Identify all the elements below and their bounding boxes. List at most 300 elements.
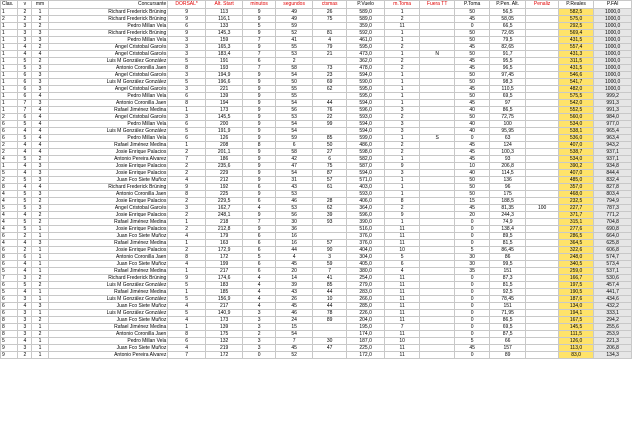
table-cell[interactable]: 1: [1, 72, 18, 79]
table-cell[interactable]: 16: [275, 240, 313, 247]
column-header[interactable]: P.Vuelo: [346, 1, 385, 9]
table-cell[interactable]: [526, 254, 558, 261]
table-cell[interactable]: Antonio Coronilla Jaen: [48, 331, 168, 338]
table-cell[interactable]: 45: [455, 149, 489, 156]
table-cell[interactable]: 431,5: [558, 65, 594, 72]
table-cell[interactable]: 4: [18, 303, 32, 310]
table-cell[interactable]: 255,6: [594, 324, 632, 331]
table-cell[interactable]: 5: [455, 247, 489, 254]
table-cell[interactable]: 2: [385, 44, 419, 51]
table-cell[interactable]: 594,0: [346, 72, 385, 79]
table-cell[interactable]: [526, 114, 558, 121]
table-cell[interactable]: 486,0: [346, 142, 385, 149]
table-cell[interactable]: 6: [1, 303, 18, 310]
table-cell[interactable]: 9: [243, 128, 275, 135]
table-cell[interactable]: 11: [385, 296, 419, 303]
table-cell[interactable]: Rafael Jiménez Medina: [48, 107, 168, 114]
table-cell[interactable]: [419, 23, 455, 30]
table-cell[interactable]: [313, 23, 346, 30]
table-cell[interactable]: 6: [18, 114, 32, 121]
table-cell[interactable]: 1000,0: [594, 72, 632, 79]
table-cell[interactable]: 4: [18, 289, 32, 296]
table-cell[interactable]: 5: [18, 205, 32, 212]
table-cell[interactable]: 4: [168, 261, 206, 268]
table-cell[interactable]: 530,6: [594, 275, 632, 282]
table-cell[interactable]: 977,0: [594, 121, 632, 128]
table-cell[interactable]: 407,0: [558, 142, 594, 149]
table-cell[interactable]: 1: [385, 72, 419, 79]
table-cell[interactable]: 0: [455, 324, 489, 331]
table-cell[interactable]: 3: [18, 296, 32, 303]
table-cell[interactable]: 690,8: [594, 226, 632, 233]
table-cell[interactable]: 6: [168, 121, 206, 128]
table-cell[interactable]: [526, 107, 558, 114]
table-cell[interactable]: 1000,0: [594, 65, 632, 72]
table-cell[interactable]: [419, 212, 455, 219]
table-cell[interactable]: 593,0: [346, 191, 385, 198]
table-cell[interactable]: 248,0: [558, 254, 594, 261]
table-cell[interactable]: 9: [243, 44, 275, 51]
table-cell[interactable]: 1: [385, 191, 419, 198]
table-cell[interactable]: [419, 247, 455, 254]
table-cell[interactable]: 575,5: [558, 93, 594, 100]
table-cell[interactable]: 9: [243, 149, 275, 156]
table-cell[interactable]: 62: [313, 86, 346, 93]
table-cell[interactable]: 3: [32, 65, 48, 72]
table-cell[interactable]: 95,95: [489, 128, 526, 135]
table-cell[interactable]: [313, 226, 346, 233]
table-cell[interactable]: 8: [1, 331, 18, 338]
table-cell[interactable]: 1: [32, 345, 48, 352]
table-cell[interactable]: [526, 37, 558, 44]
table-cell[interactable]: 7: [18, 107, 32, 114]
table-cell[interactable]: 193: [205, 65, 243, 72]
table-cell[interactable]: 9: [243, 177, 275, 184]
table-cell[interactable]: 91,7: [489, 51, 526, 58]
table-cell[interactable]: 3: [385, 107, 419, 114]
table-cell[interactable]: 482,0: [558, 86, 594, 93]
table-cell[interactable]: 625,8: [594, 240, 632, 247]
table-cell[interactable]: 8: [168, 191, 206, 198]
table-cell[interactable]: 8: [1, 317, 18, 324]
table-cell[interactable]: 1: [32, 233, 48, 240]
table-cell[interactable]: 39: [275, 282, 313, 289]
table-cell[interactable]: 832,4: [594, 177, 632, 184]
table-cell[interactable]: 41: [313, 275, 346, 282]
table-cell[interactable]: Antonio Pereira Alvarez: [48, 352, 168, 359]
table-cell[interactable]: Luis M González González: [48, 296, 168, 303]
table-cell[interactable]: 2: [168, 212, 206, 219]
table-cell[interactable]: 6: [1, 296, 18, 303]
table-cell[interactable]: [526, 65, 558, 72]
table-cell[interactable]: 206,8: [594, 345, 632, 352]
table-cell[interactable]: [419, 275, 455, 282]
table-cell[interactable]: [313, 233, 346, 240]
table-cell[interactable]: 6: [243, 198, 275, 205]
table-cell[interactable]: 1000,0: [594, 79, 632, 86]
table-cell[interactable]: 6: [243, 184, 275, 191]
table-cell[interactable]: 172,0: [346, 352, 385, 359]
column-header[interactable]: segundos: [275, 1, 313, 9]
table-cell[interactable]: 183: [205, 282, 243, 289]
table-cell[interactable]: 2: [18, 233, 32, 240]
table-cell[interactable]: 1: [385, 135, 419, 142]
table-cell[interactable]: 596,0: [346, 107, 385, 114]
table-cell[interactable]: 9: [243, 30, 275, 37]
table-cell[interactable]: 179: [205, 233, 243, 240]
table-cell[interactable]: 0: [455, 331, 489, 338]
table-cell[interactable]: 151: [489, 303, 526, 310]
table-cell[interactable]: 81,5: [489, 282, 526, 289]
table-cell[interactable]: 277,6: [558, 226, 594, 233]
table-cell[interactable]: 1000,0: [594, 9, 632, 16]
table-cell[interactable]: 53: [275, 205, 313, 212]
table-cell[interactable]: 4: [385, 268, 419, 275]
table-cell[interactable]: [526, 198, 558, 205]
table-cell[interactable]: 159: [205, 37, 243, 44]
table-cell[interactable]: 3: [313, 254, 346, 261]
table-cell[interactable]: 5: [18, 282, 32, 289]
table-cell[interactable]: 3: [32, 205, 48, 212]
table-cell[interactable]: 4: [32, 114, 48, 121]
table-cell[interactable]: 191: [205, 58, 243, 65]
table-cell[interactable]: 5: [455, 338, 489, 345]
table-cell[interactable]: [419, 296, 455, 303]
table-cell[interactable]: 434,6: [594, 296, 632, 303]
table-cell[interactable]: 0: [455, 23, 489, 30]
table-cell[interactable]: 2: [32, 317, 48, 324]
table-cell[interactable]: 194,1: [558, 310, 594, 317]
table-cell[interactable]: 3: [243, 345, 275, 352]
table-cell[interactable]: 2: [18, 16, 32, 23]
table-cell[interactable]: 4: [168, 345, 206, 352]
table-cell[interactable]: 113,0: [558, 345, 594, 352]
table-cell[interactable]: 167,5: [558, 317, 594, 324]
table-cell[interactable]: 364,0: [346, 205, 385, 212]
table-cell[interactable]: 191,9: [205, 128, 243, 135]
table-cell[interactable]: Rafael Jiménez Medina: [48, 240, 168, 247]
table-cell[interactable]: 575,0: [558, 16, 594, 23]
table-cell[interactable]: 1: [1, 23, 18, 30]
table-cell[interactable]: [419, 254, 455, 261]
table-cell[interactable]: 3: [32, 37, 48, 44]
table-cell[interactable]: 2: [1, 16, 18, 23]
table-cell[interactable]: 165,3: [205, 44, 243, 51]
table-cell[interactable]: 183,4: [205, 51, 243, 58]
table-cell[interactable]: 50: [455, 9, 489, 16]
table-cell[interactable]: 40: [455, 107, 489, 114]
table-cell[interactable]: 42: [275, 156, 313, 163]
table-cell[interactable]: 62: [313, 205, 346, 212]
table-cell[interactable]: 114,5: [489, 170, 526, 177]
table-cell[interactable]: [419, 58, 455, 65]
table-cell[interactable]: 574,7: [594, 254, 632, 261]
table-cell[interactable]: 390,0: [346, 219, 385, 226]
table-cell[interactable]: 7: [168, 352, 206, 359]
table-cell[interactable]: 1: [1, 93, 18, 100]
column-header[interactable]: DORSAL*: [168, 1, 206, 9]
table-cell[interactable]: 248,1: [205, 212, 243, 219]
table-cell[interactable]: [526, 233, 558, 240]
table-cell[interactable]: 6: [1, 121, 18, 128]
table-cell[interactable]: 90: [313, 247, 346, 254]
table-cell[interactable]: 1: [32, 254, 48, 261]
table-cell[interactable]: 3: [32, 30, 48, 37]
table-cell[interactable]: 8: [168, 331, 206, 338]
table-cell[interactable]: 8: [168, 254, 206, 261]
table-cell[interactable]: 8: [385, 198, 419, 205]
table-cell[interactable]: 3: [243, 338, 275, 345]
table-cell[interactable]: 73: [313, 65, 346, 72]
table-cell[interactable]: 63: [489, 135, 526, 142]
table-cell[interactable]: 552,5: [558, 107, 594, 114]
table-cell[interactable]: 5: [18, 156, 32, 163]
table-cell[interactable]: 212,8: [205, 226, 243, 233]
table-cell[interactable]: 54: [275, 331, 313, 338]
table-cell[interactable]: [419, 198, 455, 205]
table-cell[interactable]: [419, 331, 455, 338]
table-cell[interactable]: 6: [18, 79, 32, 86]
table-cell[interactable]: 963,4: [594, 135, 632, 142]
table-cell[interactable]: 173: [205, 317, 243, 324]
table-cell[interactable]: 78,45: [489, 296, 526, 303]
table-cell[interactable]: [419, 317, 455, 324]
table-cell[interactable]: 362,0: [346, 58, 385, 65]
table-cell[interactable]: 0: [455, 317, 489, 324]
table-cell[interactable]: 0: [455, 289, 489, 296]
table-cell[interactable]: 6: [1, 282, 18, 289]
table-cell[interactable]: 6: [1, 247, 18, 254]
table-cell[interactable]: 6: [243, 233, 275, 240]
table-cell[interactable]: 7: [243, 51, 275, 58]
table-cell[interactable]: [419, 121, 455, 128]
table-cell[interactable]: [526, 226, 558, 233]
table-cell[interactable]: Josie Enrique Palacios: [48, 163, 168, 170]
table-cell[interactable]: 3: [18, 275, 32, 282]
table-cell[interactable]: [526, 317, 558, 324]
table-cell[interactable]: 827,8: [594, 184, 632, 191]
table-cell[interactable]: 516,0: [346, 226, 385, 233]
table-cell[interactable]: 72,75: [489, 114, 526, 121]
table-cell[interactable]: [526, 289, 558, 296]
table-cell[interactable]: 86,45: [489, 247, 526, 254]
table-cell[interactable]: 2: [385, 142, 419, 149]
table-cell[interactable]: 71,95: [489, 310, 526, 317]
table-cell[interactable]: 3: [32, 86, 48, 93]
table-cell[interactable]: 200: [205, 121, 243, 128]
table-cell[interactable]: [419, 142, 455, 149]
table-cell[interactable]: 44: [313, 303, 346, 310]
table-cell[interactable]: 934,8: [594, 163, 632, 170]
table-cell[interactable]: 96: [489, 184, 526, 191]
table-cell[interactable]: 175: [489, 191, 526, 198]
table-cell[interactable]: 3: [18, 30, 32, 37]
table-cell[interactable]: 100,3: [489, 149, 526, 156]
table-cell[interactable]: Angel Cristobal Garcés: [48, 72, 168, 79]
table-cell[interactable]: Luis M González González: [48, 58, 168, 65]
table-cell[interactable]: 52: [275, 352, 313, 359]
table-cell[interactable]: 1: [385, 9, 419, 16]
table-cell[interactable]: 407,0: [558, 170, 594, 177]
table-cell[interactable]: 139: [205, 93, 243, 100]
table-cell[interactable]: 44: [313, 100, 346, 107]
table-cell[interactable]: 9: [243, 86, 275, 93]
table-cell[interactable]: 8: [1, 324, 18, 331]
table-cell[interactable]: 403,0: [346, 184, 385, 191]
column-header[interactable]: P.Pen. Alt.: [489, 1, 526, 9]
table-cell[interactable]: 20: [275, 268, 313, 275]
table-cell[interactable]: 11: [385, 310, 419, 317]
table-cell[interactable]: 4: [243, 205, 275, 212]
table-cell[interactable]: Josie Enrique Palacios: [48, 149, 168, 156]
table-cell[interactable]: [526, 51, 558, 58]
table-cell[interactable]: [526, 23, 558, 30]
table-cell[interactable]: 4: [313, 37, 346, 44]
table-cell[interactable]: 5: [1, 289, 18, 296]
table-cell[interactable]: 594,0: [346, 170, 385, 177]
table-cell[interactable]: 5: [18, 226, 32, 233]
table-cell[interactable]: 9: [243, 72, 275, 79]
table-cell[interactable]: 1: [168, 289, 206, 296]
table-cell[interactable]: 54: [275, 100, 313, 107]
table-cell[interactable]: Antonio Pereira Alvarez: [48, 156, 168, 163]
table-cell[interactable]: 9: [243, 226, 275, 233]
table-cell[interactable]: 54: [275, 170, 313, 177]
table-cell[interactable]: 2: [32, 331, 48, 338]
table-cell[interactable]: 5: [18, 219, 32, 226]
table-cell[interactable]: 965,4: [594, 128, 632, 135]
table-cell[interactable]: 219: [205, 345, 243, 352]
table-cell[interactable]: 315,1: [558, 219, 594, 226]
table-cell[interactable]: 5: [1, 338, 18, 345]
table-cell[interactable]: 30: [455, 254, 489, 261]
table-cell[interactable]: 39: [313, 212, 346, 219]
table-cell[interactable]: 0: [455, 135, 489, 142]
column-header[interactable]: Clas.: [1, 1, 18, 9]
table-cell[interactable]: 45: [455, 16, 489, 23]
table-cell[interactable]: 4: [32, 135, 48, 142]
table-cell[interactable]: Angel Cristobal Garcés: [48, 86, 168, 93]
table-cell[interactable]: 4: [18, 338, 32, 345]
table-cell[interactable]: 431,5: [558, 37, 594, 44]
table-cell[interactable]: 47: [275, 163, 313, 170]
table-cell[interactable]: 134,0: [558, 303, 594, 310]
table-cell[interactable]: Rafael Jiménez Medina: [48, 268, 168, 275]
table-cell[interactable]: [526, 324, 558, 331]
table-cell[interactable]: 212: [205, 177, 243, 184]
table-cell[interactable]: [419, 149, 455, 156]
table-cell[interactable]: 9: [385, 163, 419, 170]
table-cell[interactable]: 2: [32, 16, 48, 23]
table-cell[interactable]: 229,5: [205, 198, 243, 205]
column-header[interactable]: m.Toma: [385, 1, 419, 9]
table-cell[interactable]: 2: [385, 205, 419, 212]
table-cell[interactable]: 0: [455, 310, 489, 317]
table-cell[interactable]: Juan Fco Siete Muñoz: [48, 261, 168, 268]
table-cell[interactable]: 192: [205, 184, 243, 191]
column-header[interactable]: Fuera TT: [419, 1, 455, 9]
table-cell[interactable]: [419, 205, 455, 212]
table-cell[interactable]: 100: [526, 205, 558, 212]
table-cell[interactable]: 59: [275, 23, 313, 30]
table-cell[interactable]: [313, 352, 346, 359]
table-cell[interactable]: 1: [1, 37, 18, 44]
table-cell[interactable]: 1000,0: [594, 16, 632, 23]
table-cell[interactable]: [526, 156, 558, 163]
table-cell[interactable]: 1: [1, 9, 18, 16]
table-cell[interactable]: 1: [385, 156, 419, 163]
table-cell[interactable]: [419, 100, 455, 107]
table-cell[interactable]: 45: [455, 65, 489, 72]
table-cell[interactable]: 11: [385, 317, 419, 324]
table-cell[interactable]: 50: [455, 177, 489, 184]
table-cell[interactable]: 58,05: [489, 16, 526, 23]
table-cell[interactable]: 364,5: [558, 240, 594, 247]
table-cell[interactable]: 991,3: [594, 107, 632, 114]
table-cell[interactable]: 21: [313, 51, 346, 58]
table-cell[interactable]: 50: [455, 191, 489, 198]
table-cell[interactable]: 31: [275, 177, 313, 184]
table-cell[interactable]: [526, 30, 558, 37]
table-cell[interactable]: 771,2: [594, 212, 632, 219]
table-cell[interactable]: 59: [275, 135, 313, 142]
table-cell[interactable]: 174,6: [205, 275, 243, 282]
table-cell[interactable]: 172,9: [205, 247, 243, 254]
table-cell[interactable]: [419, 345, 455, 352]
table-cell[interactable]: 36: [275, 226, 313, 233]
column-header[interactable]: ctsmas: [313, 1, 346, 9]
table-cell[interactable]: N: [419, 51, 455, 58]
table-cell[interactable]: [419, 9, 455, 16]
table-cell[interactable]: 376,0: [346, 240, 385, 247]
table-cell[interactable]: 46: [275, 198, 313, 205]
table-cell[interactable]: 1: [168, 240, 206, 247]
table-cell[interactable]: 45: [455, 345, 489, 352]
table-cell[interactable]: 5: [168, 58, 206, 65]
table-cell[interactable]: 2: [385, 65, 419, 72]
table-cell[interactable]: 2: [385, 16, 419, 23]
table-cell[interactable]: 5: [168, 128, 206, 135]
table-cell[interactable]: [419, 163, 455, 170]
table-cell[interactable]: 56: [275, 107, 313, 114]
table-cell[interactable]: 6: [168, 23, 206, 30]
table-cell[interactable]: 0: [455, 275, 489, 282]
table-cell[interactable]: 163: [205, 240, 243, 247]
table-cell[interactable]: 4: [18, 149, 32, 156]
table-cell[interactable]: 371,7: [558, 212, 594, 219]
table-cell[interactable]: 311,5: [558, 58, 594, 65]
table-cell[interactable]: 244,3: [489, 212, 526, 219]
table-cell[interactable]: 50: [313, 142, 346, 149]
table-cell[interactable]: 145,5: [558, 324, 594, 331]
table-cell[interactable]: 999,2: [594, 93, 632, 100]
table-cell[interactable]: 47: [313, 345, 346, 352]
table-cell[interactable]: 1: [32, 352, 48, 359]
table-cell[interactable]: [526, 352, 558, 359]
table-cell[interactable]: 201,1: [205, 149, 243, 156]
table-cell[interactable]: 594,0: [346, 128, 385, 135]
table-cell[interactable]: 9: [243, 9, 275, 16]
column-header[interactable]: Alt. Start: [205, 1, 243, 9]
table-cell[interactable]: 9: [1, 345, 18, 352]
table-cell[interactable]: 187,6: [558, 296, 594, 303]
table-cell[interactable]: 1: [385, 79, 419, 86]
table-cell[interactable]: [526, 44, 558, 51]
table-cell[interactable]: [526, 142, 558, 149]
table-cell[interactable]: 218: [205, 219, 243, 226]
table-cell[interactable]: 1: [1, 58, 18, 65]
column-header[interactable]: Penaliz: [526, 1, 558, 9]
